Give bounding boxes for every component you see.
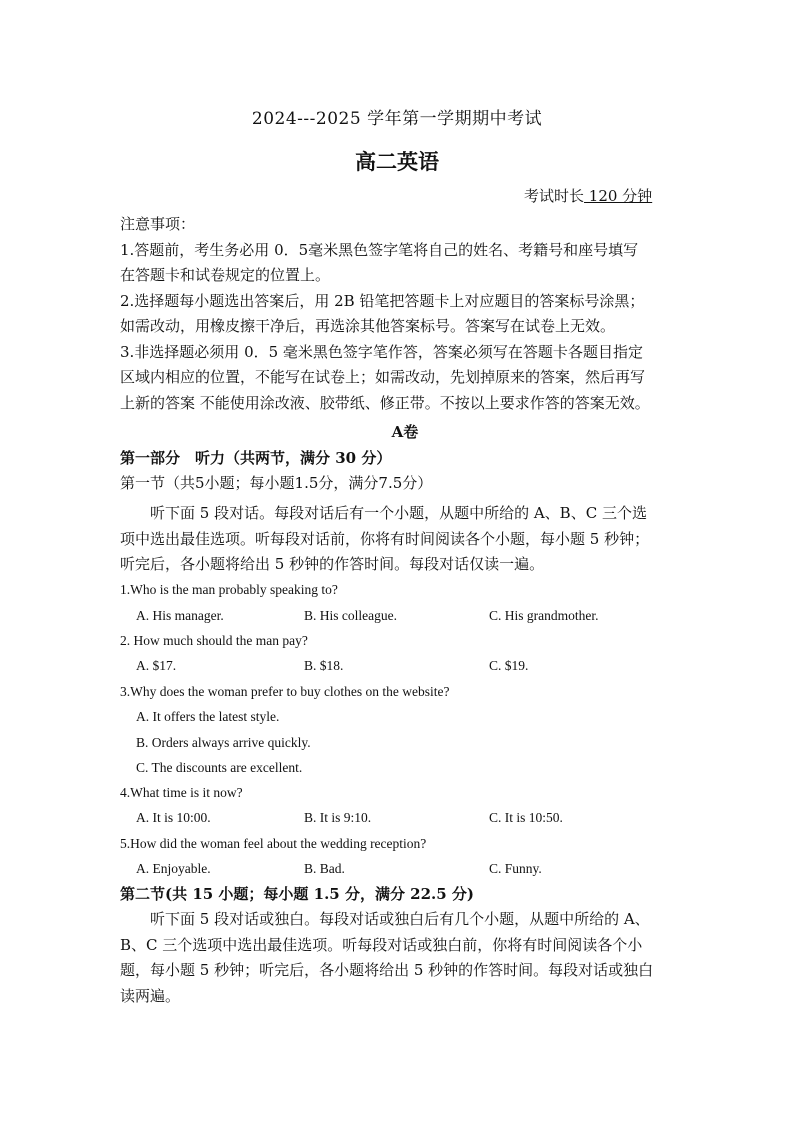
instruction-line: B、C 三个选项中选出最佳选项。听每段对话或独白前，你将有时间阅读各个小	[120, 935, 643, 954]
option-c: C. His grandmother.	[489, 608, 599, 623]
notice-line: 1.答题前，考生务必用 0．5毫米黑色签字笔将自己的姓名、考籍号和座号填写	[120, 240, 639, 259]
option-a: A. It offers the latest style.	[136, 709, 280, 724]
section2-heading: 第二节(共 15 小题；每小题 1.5 分，满分 22.5 分)	[120, 885, 475, 903]
notice-line: 3.非选择题必须用 0．5 毫米黑色签字笔作答，答案必须写在答题卡各题目指定	[120, 342, 643, 361]
option-a: A. It is 10:00.	[136, 810, 211, 825]
option-a: A. Enjoyable.	[136, 861, 211, 876]
question-stem: 3.Why does the woman prefer to buy clothes on the website?	[120, 684, 450, 699]
exam-subject: 高二英语	[355, 149, 439, 174]
section1-heading: 第一节（共5小题；每小题1.5分，满分7.5分）	[120, 474, 433, 492]
option-a: A. His manager.	[136, 608, 224, 623]
exam-title: 2024---2025 学年第一学期期中考试	[251, 109, 543, 129]
notice-section	[120, 212, 690, 416]
instruction-line: 听下面 5 段对话或独白。每段对话或独白后有几个小题，从题中所给的 A、	[150, 910, 650, 928]
notice-line: 在答题卡和试卷规定的位置上。	[120, 266, 331, 284]
notice-line: 如需改动，用橡皮擦干净后，再选涂其他答案标号。答案写在试卷上无效。	[120, 317, 616, 335]
instruction-line: 听完后，各小题将给出 5 秒钟的作答时间。每段对话仅读一遍。	[120, 555, 545, 573]
duration-label: 考试时长	[524, 187, 585, 205]
notice-line: 2.选择题每小题选出答案后，用 2B 铅笔把答题卡上对应题目的答案标号涂黑；	[120, 291, 645, 310]
instruction-line: 听下面 5 段对话。每段对话后有一个小题，从题中所给的 A、B、C 三个选	[150, 504, 647, 522]
option-c: C. It is 10:50.	[489, 810, 563, 825]
notice-heading: 注意事项：	[120, 215, 196, 233]
option-b: B. Bad.	[304, 861, 345, 876]
option-b: B. $18.	[304, 658, 344, 673]
instruction-line: 项中选出最佳选项。听每段对话前，你将有时间阅读各个小题，每小题 5 秒钟；	[120, 529, 650, 548]
option-c: C. Funny.	[489, 861, 542, 876]
duration-value: 120 分钟	[584, 187, 653, 205]
option-b: B. Orders always arrive quickly.	[136, 735, 311, 750]
option-b: B. His colleague.	[304, 608, 397, 623]
section2-instructions	[120, 907, 690, 1009]
part1-heading: 第一部分 听力（共两节，满分 30 分）	[120, 449, 392, 467]
option-a: A. $17.	[136, 658, 177, 673]
question-stem: 2. How much should the man pay?	[120, 633, 308, 648]
exam-duration	[524, 185, 652, 206]
option-c: C. $19.	[489, 658, 529, 673]
instruction-line: 题，每小题 5 秒钟；听完后，各小题将给出 5 秒钟的作答时间。每段对话或独白	[120, 961, 654, 979]
notice-line: 上新的答案 不能使用涂改液、胶带纸、修正带。不按以上要求作答的答案无效。	[120, 393, 650, 412]
volume-label: A卷	[391, 423, 419, 441]
question-stem: 5.How did the woman feel about the wedding reception?	[120, 836, 427, 851]
section1-instructions	[120, 501, 690, 578]
instruction-line: 读两遍。	[120, 986, 181, 1005]
option-c: C. The discounts are excellent.	[136, 760, 303, 775]
question-stem: 1.Who is the man probably speaking to?	[120, 582, 338, 597]
notice-line: 区域内相应的位置，不能写在试卷上；如需改动，先划掉原来的答案，然后再写	[120, 368, 646, 386]
question-stem: 4.What time is it now?	[120, 785, 243, 800]
option-b: B. It is 9:10.	[304, 810, 372, 825]
